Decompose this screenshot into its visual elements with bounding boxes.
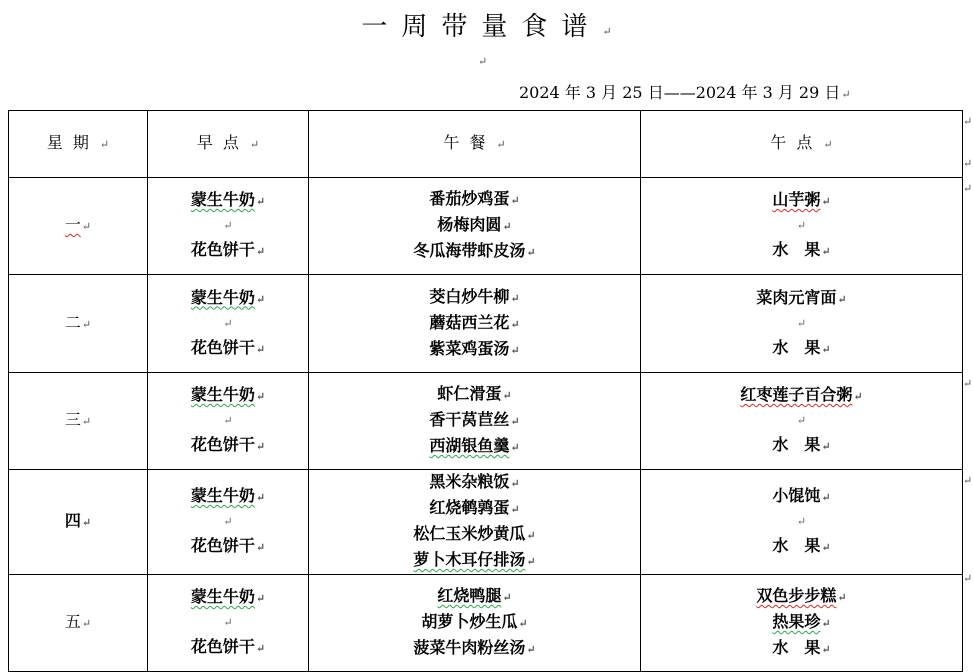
breakfast-item: 蒙生牛奶↵ bbox=[190, 385, 266, 404]
weekday-label: 二 bbox=[64, 312, 81, 332]
weekday-cell: 三↵ bbox=[9, 373, 148, 470]
breakfast-item: 蒙生牛奶↵ bbox=[190, 587, 266, 606]
breakfast-cell bbox=[148, 178, 309, 275]
weekday-label: 四 bbox=[64, 511, 81, 530]
breakfast-item: 花色饼干↵ bbox=[190, 435, 266, 454]
lunch-cell bbox=[309, 575, 641, 672]
snack-item: 红枣莲子百合粥↵ bbox=[740, 385, 863, 404]
lunch-item: 黑米杂粮饭↵ bbox=[429, 472, 520, 491]
breakfast-item: 花色饼干↵ bbox=[190, 240, 266, 259]
breakfast-cell bbox=[148, 373, 309, 470]
paragraph-mark: ↵ bbox=[796, 316, 807, 330]
weekday-cell: 一↵ bbox=[9, 178, 148, 275]
paragraph-mark: ↵ bbox=[796, 219, 807, 232]
snack-item: 双色步步糕↵ bbox=[756, 586, 847, 605]
snack-item: 水 果↵ bbox=[772, 240, 831, 259]
lunch-item: 红烧鹌鹑蛋↵ bbox=[429, 498, 520, 517]
breakfast-cell bbox=[148, 275, 309, 373]
snack-cell bbox=[641, 470, 963, 575]
snack-item: 水 果↵ bbox=[772, 536, 831, 555]
breakfast-item: 花色饼干↵ bbox=[190, 536, 266, 555]
paragraph-mark: ↵ bbox=[478, 55, 488, 68]
table-row bbox=[9, 178, 963, 275]
snack-item: 水 果↵ bbox=[772, 337, 831, 357]
lunch-item: 冬瓜海带虾皮汤↵ bbox=[413, 241, 536, 260]
lunch-item: 松仁玉米炒黄瓜↵ bbox=[413, 524, 536, 543]
breakfast-item: 蒙生牛奶↵ bbox=[190, 287, 266, 307]
breakfast-item: 蒙生牛奶↵ bbox=[190, 486, 266, 505]
lunch-cell bbox=[309, 470, 641, 575]
snack-item: 热果珍↵ bbox=[772, 612, 831, 631]
weekday-cell: 二↵ bbox=[9, 275, 148, 373]
lunch-item: 蘑菇西兰花↵ bbox=[429, 312, 520, 332]
lunch-item: 胡萝卜炒生瓜↵ bbox=[421, 612, 528, 631]
snack-item: 山芋粥↵ bbox=[772, 190, 831, 209]
snack-cell bbox=[641, 373, 963, 470]
snack-cell bbox=[641, 575, 963, 672]
paragraph-mark: ↵ bbox=[223, 414, 233, 427]
breakfast-item: 花色饼干↵ bbox=[190, 637, 266, 656]
lunch-item: 红烧鸭腿↵ bbox=[437, 586, 512, 605]
header-snack: 午点↵ bbox=[641, 111, 963, 178]
weekday-cell: 四↵ bbox=[9, 470, 148, 575]
snack-cell bbox=[641, 275, 963, 373]
menu-table bbox=[8, 110, 963, 672]
weekday-label: 五 bbox=[64, 612, 81, 631]
lunch-item: 番茄炒鸡蛋↵ bbox=[429, 189, 520, 208]
lunch-cell bbox=[309, 373, 641, 470]
paragraph-mark: ↵ bbox=[223, 515, 233, 528]
table-row bbox=[9, 575, 963, 672]
snack-cell bbox=[641, 178, 963, 275]
lunch-cell bbox=[309, 275, 641, 373]
lunch-item: 紫菜鸡蛋汤↵ bbox=[429, 338, 520, 358]
lunch-item: 菠菜牛肉粉丝汤↵ bbox=[413, 638, 536, 657]
breakfast-cell bbox=[148, 575, 309, 672]
lunch-item: 西湖银鱼羹↵ bbox=[429, 436, 520, 455]
date-range: 2024 年 3 月 25 日——2024 年 3 月 29 日↵ bbox=[519, 83, 851, 102]
paragraph-mark: ↵ bbox=[223, 219, 233, 232]
header-row bbox=[9, 111, 963, 178]
lunch-item: 香干莴苣丝↵ bbox=[429, 410, 520, 429]
table-row bbox=[9, 275, 963, 373]
paragraph-mark: ↵ bbox=[796, 515, 807, 528]
breakfast-item: 蒙生牛奶↵ bbox=[190, 190, 266, 209]
header-breakfast: 早点↵ bbox=[148, 111, 309, 178]
snack-item: 水 果↵ bbox=[772, 435, 831, 454]
lunch-item: 虾仁滑蛋↵ bbox=[437, 384, 512, 403]
header-weekday: 星期↵ bbox=[9, 111, 148, 178]
table-row bbox=[9, 373, 963, 470]
breakfast-item: 花色饼干↵ bbox=[190, 337, 266, 357]
lunch-item: 杨梅肉圆↵ bbox=[437, 215, 512, 234]
weekday-label: 一 bbox=[64, 215, 81, 234]
lunch-item: 茭白炒牛柳↵ bbox=[429, 286, 520, 306]
weekday-label: 三 bbox=[64, 410, 81, 429]
table-row bbox=[9, 470, 963, 575]
snack-item: 小馄饨↵ bbox=[772, 486, 831, 505]
paragraph-mark: ↵ bbox=[796, 414, 807, 427]
lunch-cell bbox=[309, 178, 641, 275]
lunch-item: 萝卜木耳仔排汤↵ bbox=[413, 550, 536, 569]
breakfast-cell bbox=[148, 470, 309, 575]
page-title: 一周带量食谱↵ bbox=[361, 12, 612, 42]
snack-item: 水 果↵ bbox=[772, 638, 831, 657]
weekday-cell: 五↵ bbox=[9, 575, 148, 672]
paragraph-mark: ↵ bbox=[223, 316, 233, 330]
header-lunch: 午餐↵ bbox=[309, 111, 641, 178]
paragraph-mark: ↵ bbox=[223, 616, 233, 629]
snack-item: 菜肉元宵面↵ bbox=[756, 287, 847, 307]
